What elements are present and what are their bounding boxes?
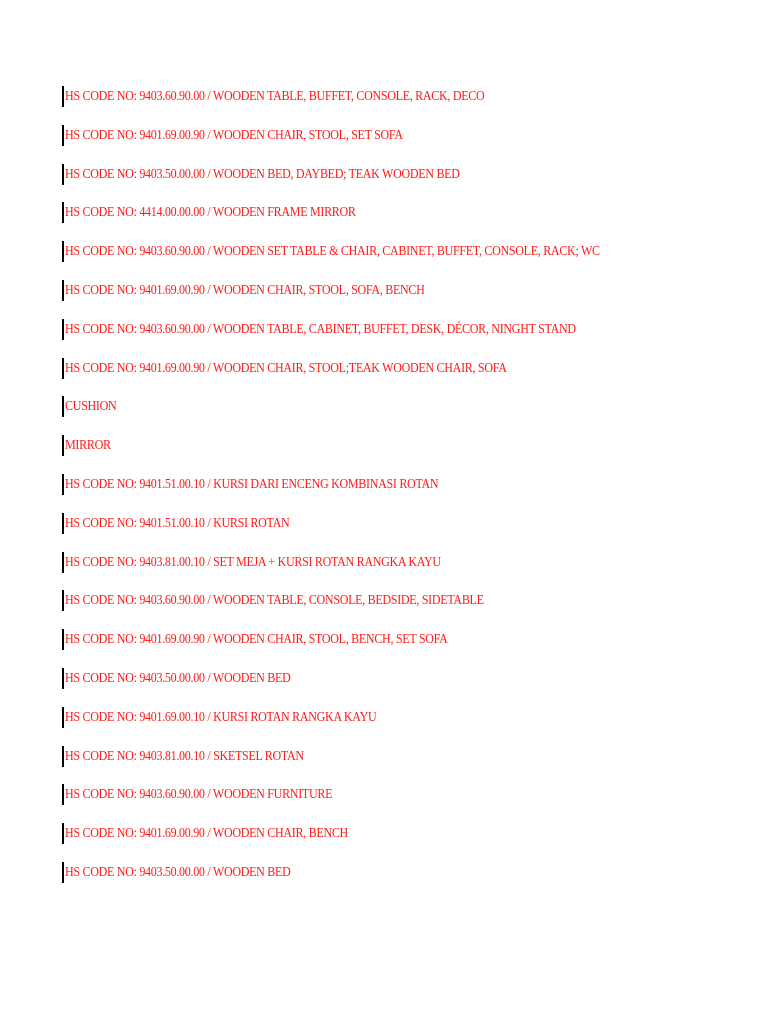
line-text: HS CODE NO: 9403.60.90.00 / WOODEN SET TABLE & CHAIR, CABINET, BUFFET, CONSOLE, RACK; WC — [65, 244, 600, 260]
line-text: HS CODE NO: 9401.69.00.90 / WOODEN CHAIR, STOOL, SET SOFA — [65, 127, 403, 143]
line-text: HS CODE NO: 9403.81.00.10 / SET MEJA + KURSI ROTAN RANGKA KAYU — [65, 554, 441, 570]
line-text: HS CODE NO: 9403.50.00.00 / WOODEN BED, DAYBED; TEAK WOODEN BED — [65, 166, 460, 182]
document-line — [62, 241, 668, 280]
document-line — [62, 164, 668, 203]
document-line — [62, 590, 668, 629]
text-cursor-marker — [62, 435, 64, 456]
line-text: HS CODE NO: 9403.60.90.00 / WOODEN TABLE, CONSOLE, BEDSIDE, SIDETABLE — [65, 593, 484, 609]
text-cursor-marker — [62, 125, 64, 146]
text-cursor-marker — [62, 590, 64, 611]
line-text: HS CODE NO: 9401.69.00.90 / WOODEN CHAIR, STOOL;TEAK WOODEN CHAIR, SOFA — [65, 360, 507, 376]
text-cursor-marker — [62, 241, 64, 262]
text-cursor-marker — [62, 784, 64, 805]
line-text: CUSHION — [65, 399, 117, 415]
text-cursor-marker — [62, 164, 64, 185]
document-line — [62, 125, 668, 164]
document-line — [62, 746, 668, 785]
document-line — [62, 552, 668, 591]
text-cursor-marker — [62, 280, 64, 301]
document-line — [62, 319, 668, 358]
text-cursor-marker — [62, 746, 64, 767]
line-text: HS CODE NO: 9403.60.90.00 / WOODEN TABLE, BUFFET, CONSOLE, RACK, DECO — [65, 89, 485, 104]
text-cursor-marker — [62, 358, 64, 379]
document-line — [62, 707, 668, 746]
text-cursor-marker — [62, 202, 64, 223]
text-cursor-marker — [62, 823, 64, 844]
line-text: HS CODE NO: 9403.60.90.00 / WOODEN FURNITURE — [65, 787, 333, 803]
hs-code-list — [62, 86, 668, 901]
text-cursor-marker — [62, 513, 64, 534]
text-cursor-marker — [62, 707, 64, 728]
document-line — [62, 668, 668, 707]
line-text: MIRROR — [65, 438, 111, 454]
line-text: HS CODE NO: 9403.50.00.00 / WOODEN BED — [65, 670, 291, 686]
document-line — [62, 358, 668, 397]
text-cursor-marker — [62, 552, 64, 573]
text-cursor-marker — [62, 396, 64, 417]
document-line — [62, 202, 668, 241]
document-line — [62, 435, 668, 474]
document-line — [62, 86, 668, 125]
text-cursor-marker — [62, 319, 64, 340]
text-cursor-marker — [62, 629, 64, 650]
line-text: HS CODE NO: 9401.51.00.10 / KURSI DARI ENCENG KOMBINASI ROTAN — [65, 476, 439, 492]
document-line — [62, 396, 668, 435]
document-line — [62, 629, 668, 668]
line-text: HS CODE NO: 9401.51.00.10 / KURSI ROTAN — [65, 515, 290, 531]
text-cursor-marker — [62, 86, 64, 107]
line-text: HS CODE NO: 9401.69.00.90 / WOODEN CHAIR, BENCH — [65, 826, 348, 842]
line-text: HS CODE NO: 9401.69.00.10 / KURSI ROTAN RANGKA KAYU — [65, 709, 377, 725]
line-text: HS CODE NO: 9403.50.00.00 / WOODEN BED — [65, 864, 291, 880]
document-line — [62, 513, 668, 552]
line-text: HS CODE NO: 9401.69.00.90 / WOODEN CHAIR, STOOL, SOFA, BENCH — [65, 282, 425, 298]
document-line — [62, 784, 668, 823]
document-line — [62, 823, 668, 862]
document-line — [62, 280, 668, 319]
text-cursor-marker — [62, 474, 64, 495]
document-line — [62, 862, 668, 901]
line-text: HS CODE NO: 4414.00.00.00 / WOODEN FRAME MIRROR — [65, 205, 356, 221]
line-text: HS CODE NO: 9401.69.00.90 / WOODEN CHAIR, STOOL, BENCH, SET SOFA — [65, 632, 448, 648]
text-cursor-marker — [62, 668, 64, 689]
line-text: HS CODE NO: 9403.81.00.10 / SKETSEL ROTAN — [65, 748, 304, 764]
document-line — [62, 474, 668, 513]
line-text: HS CODE NO: 9403.60.90.00 / WOODEN TABLE, CABINET, BUFFET, DESK, DÉCOR, NINGHT STAND — [65, 321, 576, 337]
text-cursor-marker — [62, 862, 64, 883]
